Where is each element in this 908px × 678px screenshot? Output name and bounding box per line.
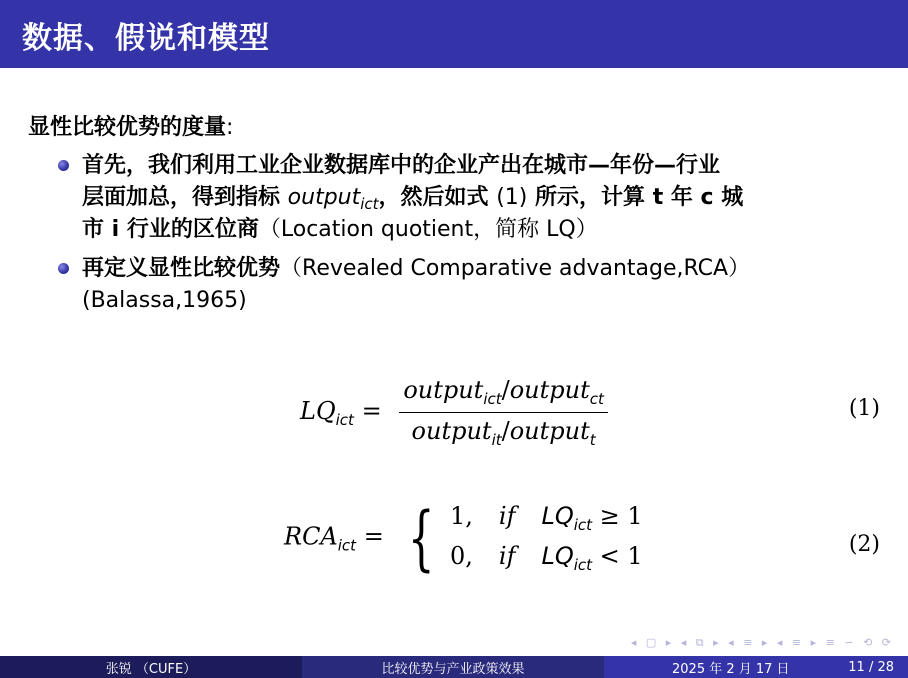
bullet-item-1 [28,150,888,246]
footer-date: 2025 年 2 月 17 日 [672,661,790,677]
bullet1-line2-a: 层面加总，得到指标 [82,185,288,210]
footer-title: 比较优势与产业政策效果 [302,656,604,678]
bullet1-line1: 首先，我们利用工业企业数据库中的企业产出在城市—年份—行业 [82,153,721,178]
equation-1-number: (1) [848,396,880,421]
bullet1-var-sub: ict [360,195,379,213]
eq2-lhs: RCA [284,522,338,551]
bullet2-citation: (Balassa,1965) [82,288,247,313]
eq2-cases [391,497,643,579]
eq2-row1-op: ≥ 1 [599,502,643,530]
heading-colon: : [226,115,234,140]
bullet-list [28,150,888,317]
eq2-row1-val: 1, [450,502,473,530]
equation-1 [300,376,608,449]
bullet1-line3-a: 市 i 行业的区位商 [82,217,259,242]
eq2-row2-val: 0, [450,542,473,570]
eq2-row2-cond: LQ [541,542,574,570]
beamer-nav-icons[interactable]: ◂ ▢ ▸ ◂ ⧉ ▸ ◂ ≡ ▸ ◂ ≡ ▸ ≡ ∽ ⟲ ⟳ [630,636,894,649]
eq1-den-a-sub: it [491,431,502,449]
footer-page-number: 11 / 28 [848,659,894,675]
footer-bar [0,656,908,678]
bullet1-line2-b: ，然后如式 [378,185,497,210]
eq1-lhs: LQ [300,397,336,425]
eq2-lhs-sub: ict [337,536,357,555]
eq1-equals: = [361,397,382,425]
eq2-row1-cond: LQ [541,502,574,530]
title-bar [0,0,908,68]
slide-title: 数据、假说和模型 [22,21,270,56]
eq2-brace: { [408,497,436,579]
equation-2-number: (2) [848,532,880,557]
bullet-item-2 [28,253,888,317]
bullet-icon [58,160,69,171]
bullet1-eq-ref[interactable]: (1) [496,185,528,210]
bullet2-line1-paren: （Revealed Comparative advantage,RCA） [280,256,751,281]
eq1-den-b-sub: t [589,431,596,449]
slide-content [28,112,888,324]
footer-right [604,656,908,678]
bullet1-line2-c: 所示，计算 t 年 c 城 [527,185,744,210]
eq1-denominator: output$_{it}$/output$_t$ [411,417,596,449]
eq2-row2-if: if [498,542,516,570]
bullet1-var: output [287,185,361,210]
heading-text: 显性比较优势的度量 [28,115,227,140]
eq2-row2-cond-sub: ict [573,556,593,574]
bullet-icon [58,263,69,274]
bullet1-line3-paren: （Location quotient，简称 LQ） [258,217,598,242]
eq1-fraction [399,376,608,449]
eq1-num-a: output [403,376,484,404]
eq2-case-2 [450,542,643,574]
section-heading [28,112,888,144]
bullet2-line1-a: 再定义显性比较优势 [82,256,281,281]
eq1-den-a: output [411,417,492,445]
eq2-row1-cond-sub: ict [573,516,593,534]
eq1-num-b: output [509,376,590,404]
eq1-num-a-sub: ict [483,390,502,408]
eq1-numerator: output$_{ict}$/output$_{ct}$ [399,376,608,413]
eq1-num-b-sub: ct [589,390,604,408]
eq1-lhs-sub: ict [335,411,354,429]
footer-author: 张锐 （CUFE） [0,656,302,678]
eq2-case-1 [450,502,643,534]
eq1-den-b: output [509,417,590,445]
equation-2 [284,497,643,579]
eq2-row2-op: < 1 [599,542,643,570]
eq2-row1-if: if [498,502,516,530]
eq2-equals: = [363,522,384,551]
